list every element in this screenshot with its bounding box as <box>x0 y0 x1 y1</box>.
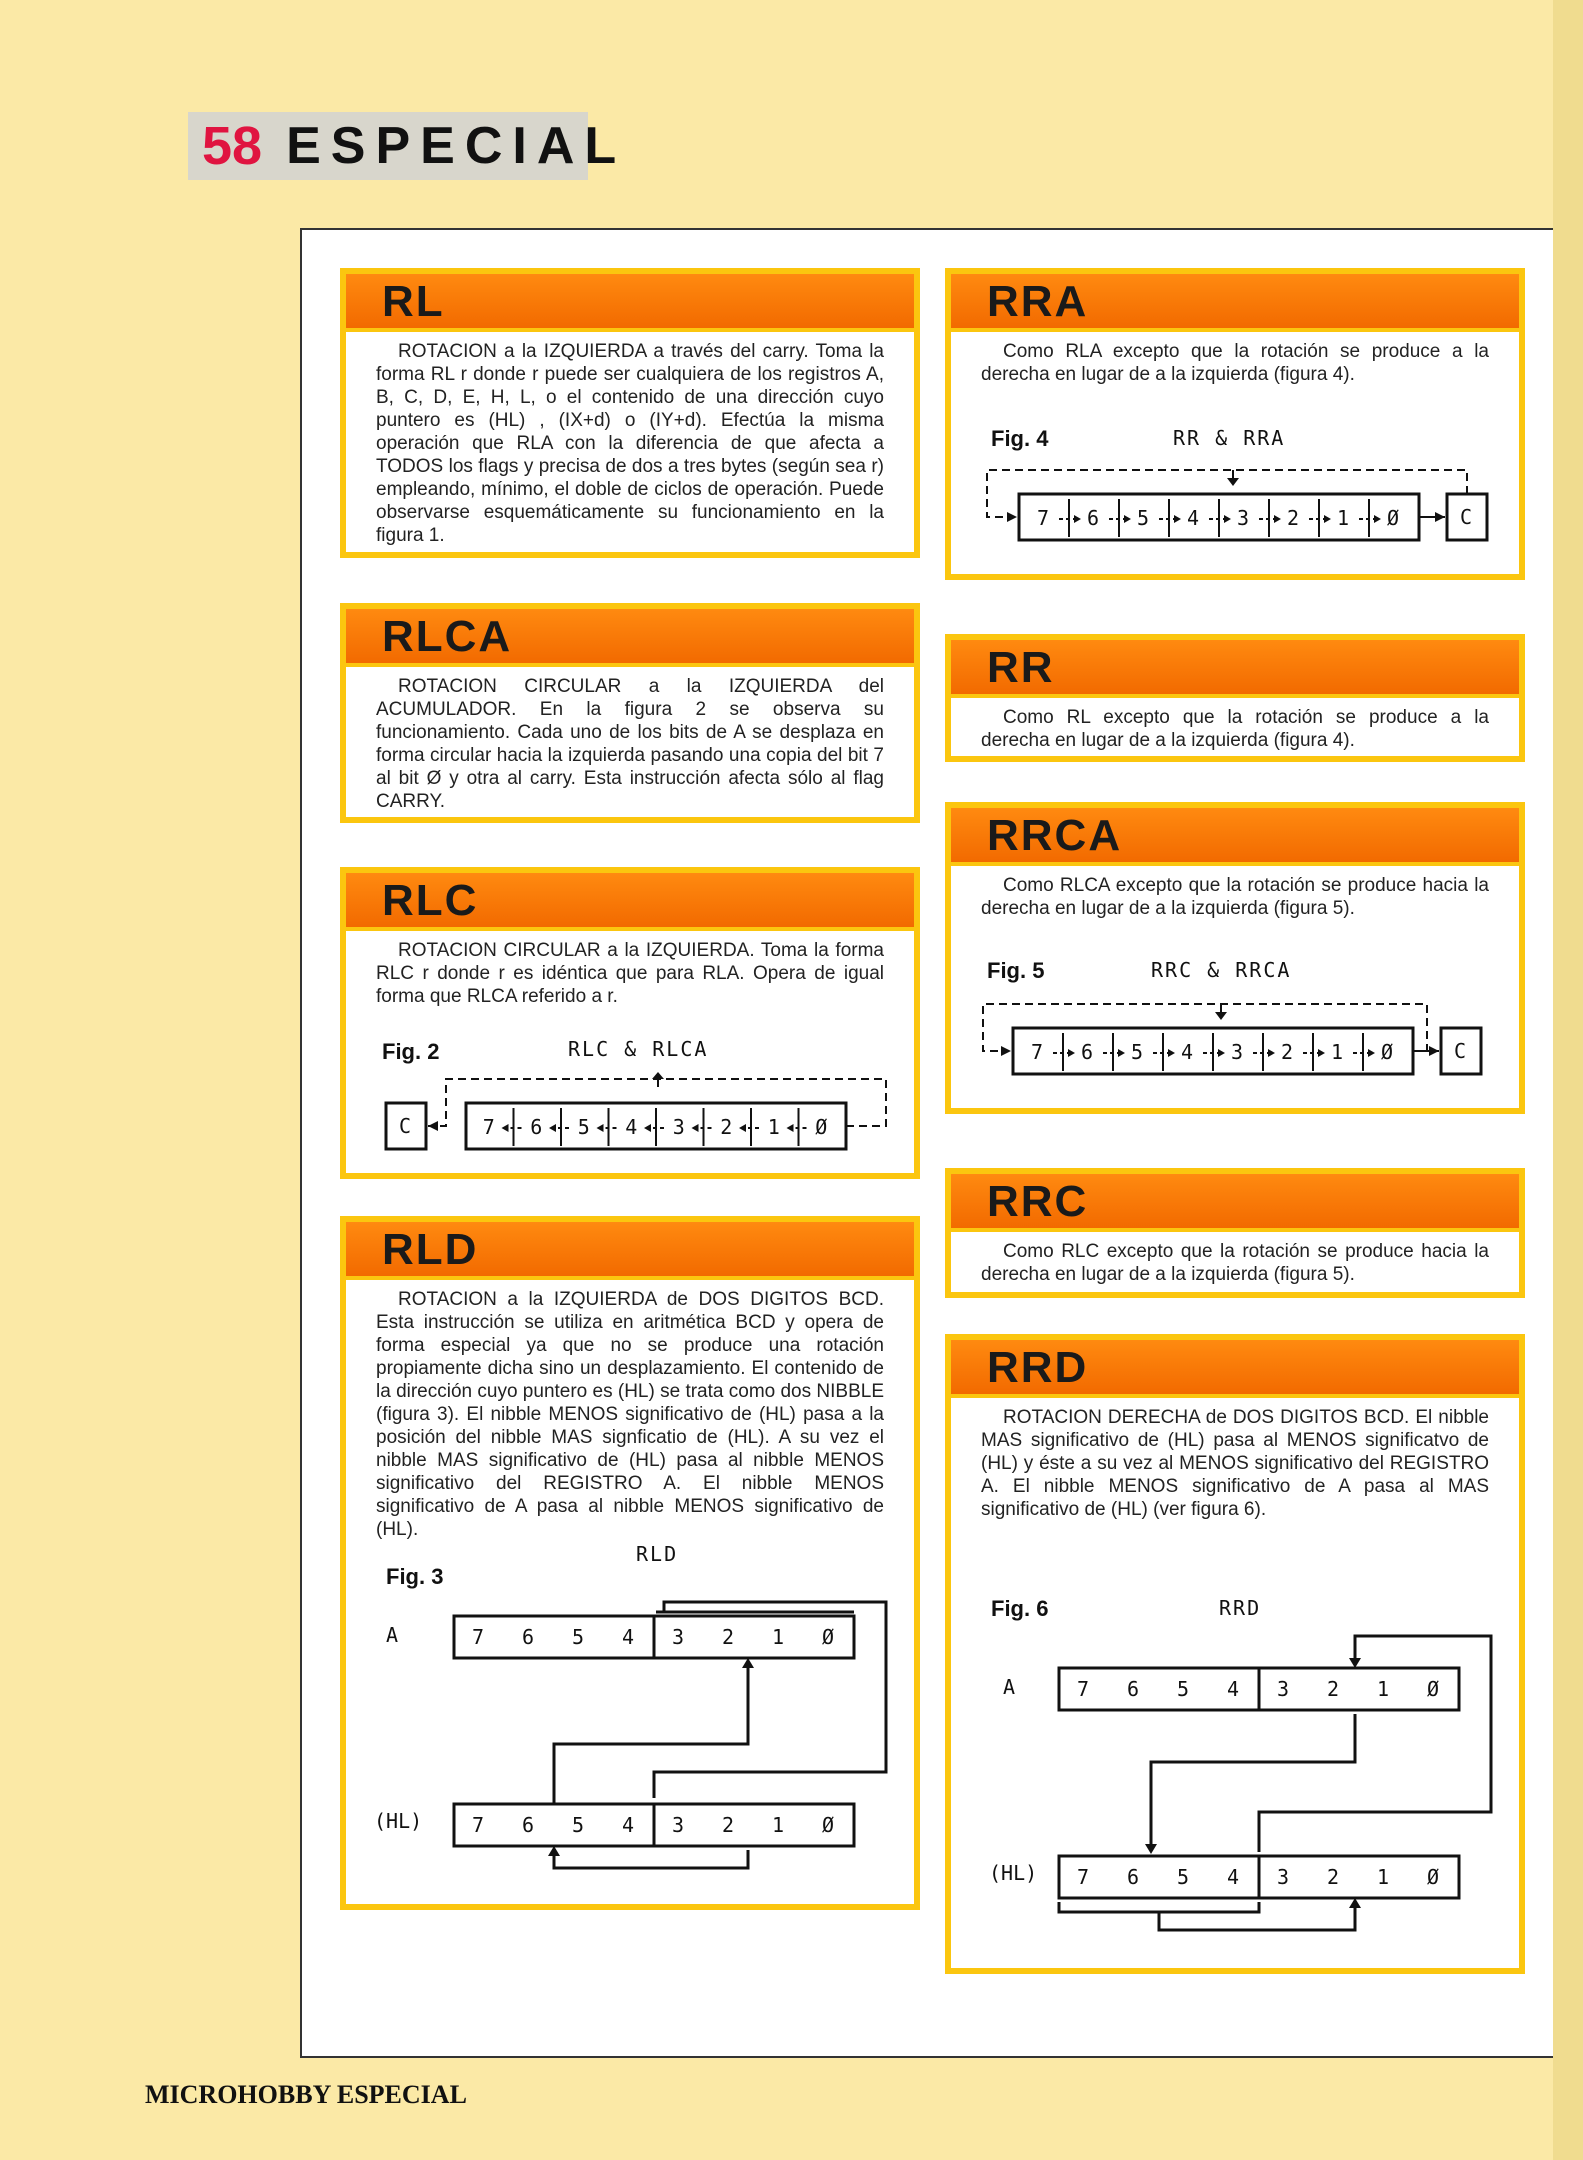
fig6-title: RRD <box>1219 1596 1262 1620</box>
rrd-text: ROTACION DERECHA de DOS DIGITOS BCD. El nibble MAS significativo de (HL) pasa al MENOS significatvo de (HL) y éste a su vez al MENOS significativo del REGISTRO A. El nibble MENOS significativo de A pasa al MAS significativo de (HL) (ver figura 6). <box>981 1407 1489 1520</box>
rlca-text: ROTACION CIRCULAR a la IZQUIERDA del ACUMULADOR. En la figura 2 se observa su funcionamiento. Cada uno de los bits de A se desplaza en forma circular hacia la izquierda pasando una copia del bit 7 al bit Ø y otra al carry. Esta instrucción afecta sólo al flag CARRY. <box>376 676 884 812</box>
page-header <box>188 112 627 180</box>
fig5-bit-7: Ø <box>1381 1040 1394 1064</box>
fig2-bit-1: 6 <box>530 1115 543 1139</box>
fig6-bit-r0-0: 7 <box>1077 1677 1090 1701</box>
fig4-diagram <box>951 454 1519 564</box>
fig3-bit-r1-4: 3 <box>672 1813 685 1837</box>
rlca-title: RLCA <box>382 612 513 661</box>
rra-text: Como RLA excepto que la rotación se produce a la derecha en lugar de a la izquierda (figura 4). <box>981 341 1489 385</box>
fig5-bit-2: 5 <box>1131 1040 1144 1064</box>
rrc-text: Como RLC excepto que la rotación se produce hacia la derecha en lugar de a la izquierda (figura 5). <box>981 1241 1489 1285</box>
fig3-bit-r0-6: 1 <box>772 1625 785 1649</box>
fig2-bit-7: Ø <box>815 1115 828 1139</box>
rr-title-bar <box>951 640 1519 698</box>
fig4-bit-6: 1 <box>1337 506 1350 530</box>
rl-text: ROTACION a la IZQUIERDA a través del carry. Toma la forma RL r donde r puede ser cualquiera de los registros A, B, C, D, E, H, L, o el contenido de una dirección cuyo puntero es (HL) , (IX+d) o (IY+d). Efectúa la misma operación que RLA con la diferencia de que afecta a TODOS los flags y precisa de dos a tres bytes (según sea r) empleando, mínimo, el doble de ciclos de operación. Puede observarse esquemáticamente su funcionamiento en la figura 1. <box>376 341 884 546</box>
fig5-bit-6: 1 <box>1331 1040 1344 1064</box>
fig2-label: Fig. 2 <box>382 1039 440 1064</box>
fig4-bit-2: 5 <box>1137 506 1150 530</box>
page-number: 58 <box>202 116 263 176</box>
rra-box <box>945 268 1525 580</box>
rr-box <box>945 634 1525 762</box>
rlc-title: RLC <box>382 876 479 925</box>
fig6-bit-r0-1: 6 <box>1127 1677 1140 1701</box>
rlca-box <box>340 603 920 823</box>
fig6-bit-r1-3: 4 <box>1227 1865 1240 1889</box>
fig2-title: RLC & RLCA <box>568 1037 709 1061</box>
fig6-bit-r0-7: Ø <box>1427 1677 1440 1701</box>
fig2-bit-6: 1 <box>767 1115 780 1139</box>
rr-text: Como RL excepto que la rotación se produce a la derecha en lugar de a la izquierda (figura 4). <box>981 707 1489 751</box>
rlc-box <box>340 867 920 1179</box>
footer-magazine: MICROHOBBY ESPECIAL <box>145 2080 467 2109</box>
rl-box <box>340 268 920 558</box>
rld-text: ROTACION a la IZQUIERDA de DOS DIGITOS BCD. Esta instrucción se utiliza en aritmética BCD y opera de forma especial ya que no se produce una rotación propiamente dicha sino un desplazamiento. El contenido de la dirección cuyo puntero es (HL) se trata como dos NIBBLE (figura 3). El nibble MENOS significativo de (HL) pasa a la posición del nibble MAS signficatio de (HL). A su vez el nibble MAS significativo de (HL) pasa al nibble MENOS significativo del REGISTRO A. El nibble MENOS significativo de A pasa al nibble MENOS significativo de (HL). <box>376 1289 884 1540</box>
fig2-bit-4: 3 <box>672 1115 685 1139</box>
fig3-bit-r0-0: 7 <box>472 1625 485 1649</box>
fig6-bit-r1-7: Ø <box>1427 1865 1440 1889</box>
fig4-carry: C <box>1460 505 1473 529</box>
rl-title-bar <box>346 274 914 332</box>
fig3-label: Fig. 3 <box>386 1564 444 1589</box>
rrca-title-bar <box>951 808 1519 866</box>
fig2-bit-0: 7 <box>482 1115 495 1139</box>
fig5-bit-3: 4 <box>1181 1040 1194 1064</box>
fig3-diagram <box>346 1572 914 1892</box>
fig6-reg-a: A <box>1003 1675 1016 1699</box>
fig5-carry: C <box>1454 1039 1467 1063</box>
fig6-bit-r0-3: 4 <box>1227 1677 1240 1701</box>
rrc-title-bar <box>951 1174 1519 1232</box>
fig5-bit-4: 3 <box>1231 1040 1244 1064</box>
fig3-bit-r1-6: 1 <box>772 1813 785 1837</box>
fig2-bit-5: 2 <box>720 1115 733 1139</box>
fig4-bit-1: 6 <box>1087 506 1100 530</box>
fig4-bit-5: 2 <box>1287 506 1300 530</box>
rra-title: RRA <box>987 277 1089 326</box>
rrca-title: RRCA <box>987 811 1123 860</box>
fig3-bit-r1-3: 4 <box>622 1813 635 1837</box>
fig6-bit-r1-2: 5 <box>1177 1865 1190 1889</box>
fig2-carry: C <box>399 1114 412 1138</box>
fig6-bit-r0-4: 3 <box>1277 1677 1290 1701</box>
rlc-text: ROTACION CIRCULAR a la IZQUIERDA. Toma la forma RLC r donde r es idéntica que para RLA. Opera de igual forma que RLCA referido a r. <box>376 940 884 1007</box>
fig3-bit-r1-1: 6 <box>522 1813 535 1837</box>
fig6-bit-r1-4: 3 <box>1277 1865 1290 1889</box>
fig4-title: RR & RRA <box>1173 426 1286 450</box>
fig6-bit-r0-2: 5 <box>1177 1677 1190 1701</box>
fig6-bit-r1-6: 1 <box>1377 1865 1390 1889</box>
rrd-title-bar <box>951 1340 1519 1398</box>
fig2-bit-3: 4 <box>625 1115 638 1139</box>
rld-title: RLD <box>382 1225 479 1274</box>
rrd-title: RRD <box>987 1343 1089 1392</box>
fig3-bit-r1-2: 5 <box>572 1813 585 1837</box>
rrc-box <box>945 1168 1525 1298</box>
section-title: ESPECIAL <box>286 117 627 175</box>
fig6-bit-r1-0: 7 <box>1077 1865 1090 1889</box>
rld-title-bar <box>346 1222 914 1280</box>
fig3-reg-a: A <box>386 1623 399 1647</box>
fig6-bit-r0-5: 2 <box>1327 1677 1340 1701</box>
fig3-reg-hl: (HL) <box>374 1809 423 1833</box>
rlc-title-bar <box>346 873 914 931</box>
fig3-bit-r0-2: 5 <box>572 1625 585 1649</box>
rlca-title-bar <box>346 609 914 667</box>
fig4-bit-3: 4 <box>1187 506 1200 530</box>
fig5-title: RRC & RRCA <box>1151 958 1292 982</box>
fig4-label: Fig. 4 <box>991 426 1049 451</box>
rl-title: RL <box>382 277 445 326</box>
fig3-bit-r1-7: Ø <box>822 1813 835 1837</box>
fig2-bit-2: 5 <box>577 1115 590 1139</box>
fig5-diagram <box>951 988 1519 1098</box>
fig5-bit-0: 7 <box>1031 1040 1044 1064</box>
fig3-bit-r0-4: 3 <box>672 1625 685 1649</box>
fig6-bit-r1-5: 2 <box>1327 1865 1340 1889</box>
fig2-diagram <box>346 1063 914 1173</box>
fig6-label: Fig. 6 <box>991 1596 1049 1621</box>
rra-title-bar <box>951 274 1519 332</box>
fig6-bit-r1-1: 6 <box>1127 1865 1140 1889</box>
page-edge <box>1553 0 1583 2160</box>
fig4-bit-0: 7 <box>1037 506 1050 530</box>
rrc-title: RRC <box>987 1177 1089 1226</box>
rrca-text: Como RLCA excepto que la rotación se produce hacia la derecha en lugar de a la izquierda (figura 5). <box>981 875 1489 919</box>
fig3-bit-r0-7: Ø <box>822 1625 835 1649</box>
fig4-bit-7: Ø <box>1387 506 1400 530</box>
fig6-reg-hl: (HL) <box>989 1861 1038 1885</box>
rrca-box <box>945 802 1525 1114</box>
fig3-bit-r0-1: 6 <box>522 1625 535 1649</box>
fig6-bit-r0-6: 1 <box>1377 1677 1390 1701</box>
rld-box <box>340 1216 920 1910</box>
rrd-box <box>945 1334 1525 1974</box>
fig3-bit-r0-3: 4 <box>622 1625 635 1649</box>
fig6-diagram <box>951 1616 1519 1956</box>
fig3-bit-r0-5: 2 <box>722 1625 735 1649</box>
fig3-bit-r1-0: 7 <box>472 1813 485 1837</box>
fig4-bit-4: 3 <box>1237 506 1250 530</box>
fig5-bit-1: 6 <box>1081 1040 1094 1064</box>
fig3-bit-r1-5: 2 <box>722 1813 735 1837</box>
fig3-title: RLD <box>636 1542 679 1566</box>
fig5-bit-5: 2 <box>1281 1040 1294 1064</box>
rr-title: RR <box>987 643 1055 692</box>
fig5-label: Fig. 5 <box>987 958 1045 983</box>
